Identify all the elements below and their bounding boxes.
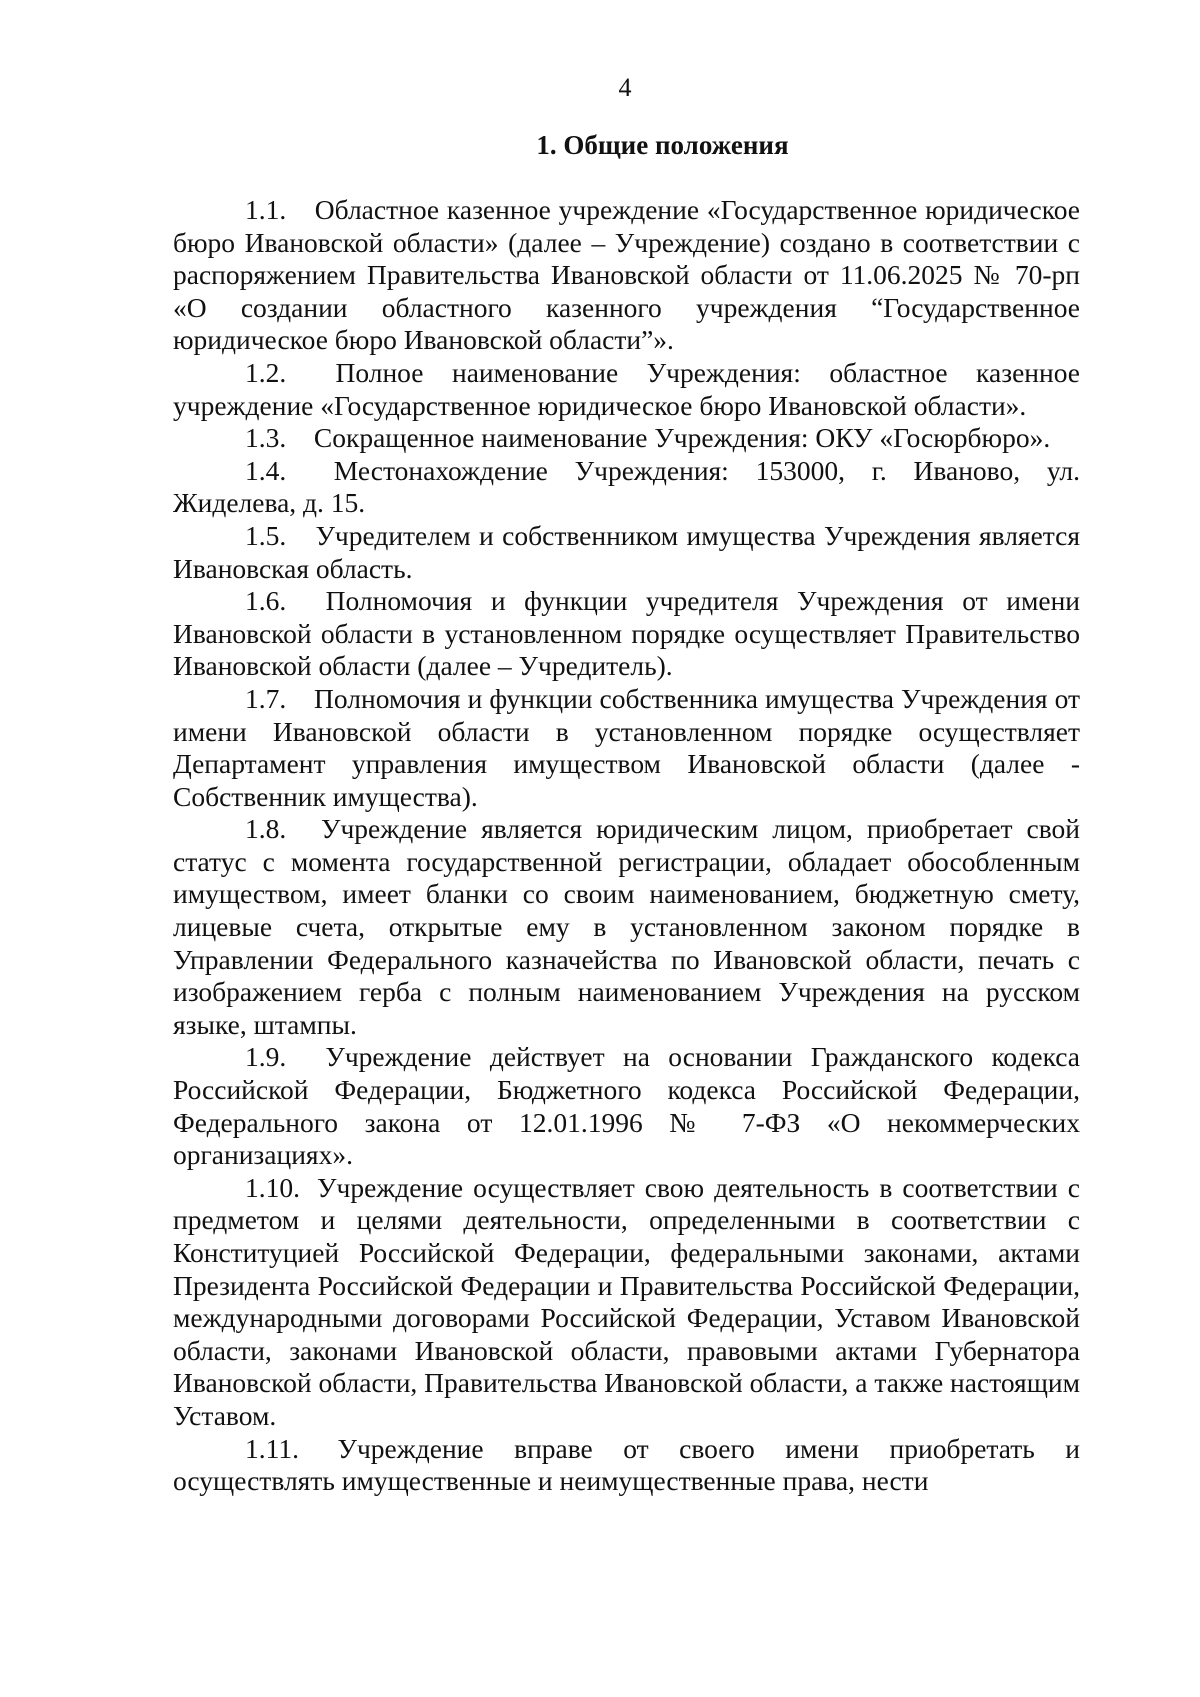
paragraph-1-5 — [173, 520, 1080, 585]
paragraph-number: 1.3. — [245, 422, 287, 454]
paragraph-1-4 — [173, 455, 1080, 520]
paragraph-1-9 — [173, 1041, 1080, 1171]
paragraph-number: 1.10. — [245, 1171, 300, 1203]
paragraph-text: Учреждение вправе от своего имени приобретать и осуществлять имущественные и неимущественные права, нести — [173, 1432, 1081, 1497]
paragraph-text: Сокращенное наименование Учреждения: ОКУ «Госюрбюро». — [313, 422, 1051, 454]
paragraph-number: 1.9. — [245, 1041, 287, 1073]
paragraph-1-3 — [173, 422, 1080, 455]
paragraph-text: Учреждение является юридическим лицом, приобретает свой статус с момента государственной регистрации, обладает обособленным имуществом, имеет бланки со своим наименованием, бюджетную смету, лицевые счета, открытые ему в установленном законом порядке в Управлении Федерального казначейства по Ивановской области, печать с изображением герба с полным наименованием Учреждения на русском языке, штампы. — [173, 813, 1081, 1040]
paragraph-number: 1.4. — [245, 454, 287, 486]
paragraph-number: 1.7. — [245, 682, 287, 714]
page-number: 4 — [618, 73, 632, 102]
paragraph-1-8 — [173, 813, 1080, 1041]
paragraph-1-11 — [173, 1433, 1080, 1498]
paragraph-1-7 — [173, 683, 1080, 813]
paragraph-number: 1.8. — [245, 813, 287, 845]
paragraph-text: Полномочия и функции учредителя Учреждения от имени Ивановской области в установленном порядке осуществляет Правительство Ивановской области (далее – Учредитель). — [173, 585, 1081, 682]
paragraph-text: Учредителем и собственником имущества Учреждения является Ивановская область. — [173, 519, 1080, 584]
paragraph-text: Учреждение действует на основании Гражданского кодекса Российской Федерации, Бюджетного кодекса Российской Федерации, Федерального закона от 12.01.1996 № 7-ФЗ «О некоммерческих организациях». — [173, 1041, 1080, 1171]
paragraph-text: Местонахождение Учреждения: 153000, г. Иваново, ул. Жиделева, д. 15. — [173, 454, 1080, 519]
paragraph-number: 1.11. — [245, 1432, 299, 1464]
paragraph-number: 1.1. — [245, 194, 287, 225]
paragraph-text: Учреждение осуществляет свою деятельность в соответствии с предметом и целями деятельности, определенными в соответствии с Конституцией Российской Федерации, федеральными законами, актами Президента Российской Федерации и Правительства Российской Федерации, международными договорами Российской Федерации, Уставом Ивановской области, законами Ивановской области, правовыми актами Губернатора Ивановской области, Правительства Ивановской области, а также настоящим Уставом. — [173, 1171, 1081, 1431]
paragraph-number: 1.5. — [245, 519, 287, 551]
paragraph-text: Полномочия и функции собственника имущества Учреждения от имени Ивановской области в установленном порядке осуществляет Департамент управления имуществом Ивановской области (далее - Собственник имущества). — [173, 682, 1081, 812]
section-title: 1. Общие положения — [536, 130, 789, 160]
paragraph-number: 1.2. — [245, 356, 287, 388]
paragraph-1-1 — [173, 194, 1080, 357]
paragraph-1-6 — [173, 585, 1080, 683]
paragraph-number: 1.6. — [245, 585, 287, 617]
document-body — [173, 194, 1080, 1498]
paragraph-text: Полное наименование Учреждения: областное казенное учреждение «Государственное юридическое бюро Ивановской области». — [173, 356, 1080, 421]
paragraph-1-10 — [173, 1172, 1080, 1433]
paragraph-text: Областное казенное учреждение «Государственное юридическое бюро Ивановской области» (далее – Учреждение) создано в соответствии с распоряжением Правительства Ивановской области от 11.06.2025 № 70-рп «О создании областного казенного учреждения “Государственное юридическое бюро Ивановской области”». — [173, 194, 1080, 356]
paragraph-1-2 — [173, 357, 1080, 422]
